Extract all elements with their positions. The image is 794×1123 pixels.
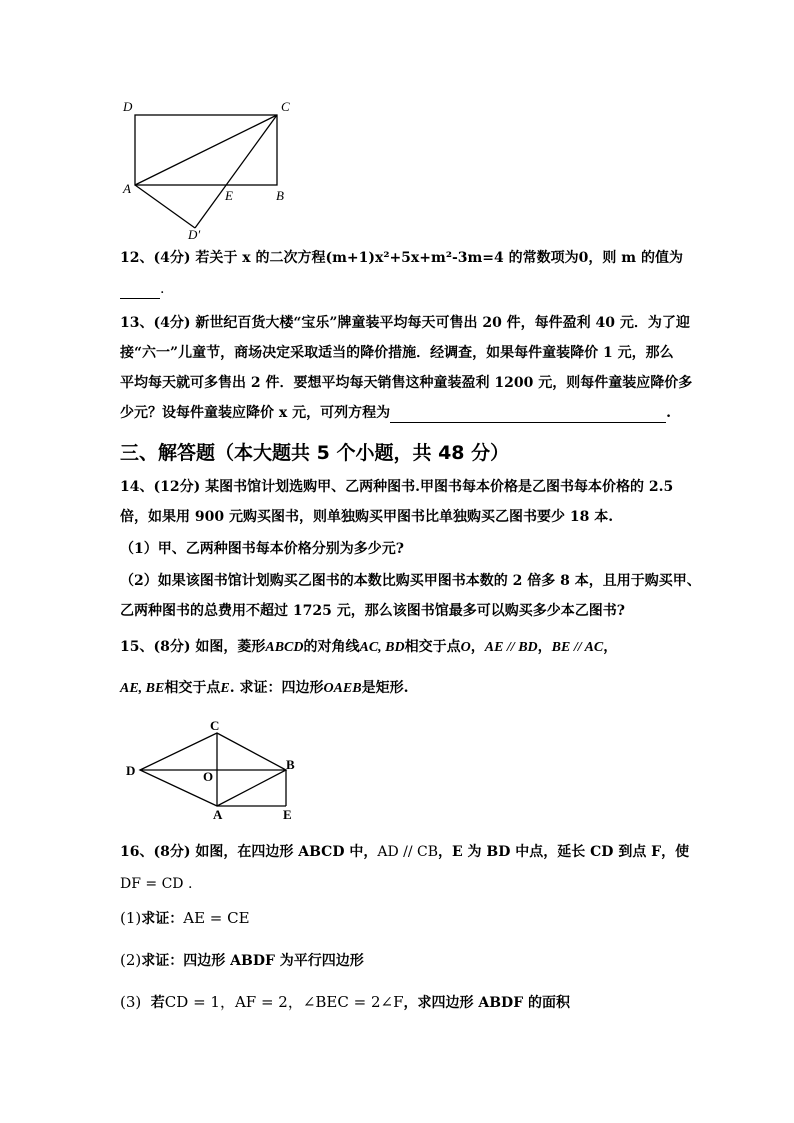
q15-line2: AE, BE相交于点E. 求证：四边形OAEB是矩形. bbox=[120, 680, 409, 696]
q12-answer-line: . bbox=[120, 279, 164, 299]
q12-blank bbox=[120, 284, 160, 299]
q16-part3: (3) 若CD = 1，AF = 2，∠BEC = 2∠F，求四边形 ABDF 的面积 bbox=[120, 993, 571, 1011]
q15-line1: 15、(8分) 如图，菱形ABCD的对角线AC, BD相交于点O，AE // BD，BE // AC， bbox=[120, 639, 618, 655]
label-d: D bbox=[123, 99, 133, 114]
label-a: A bbox=[213, 807, 223, 822]
q16-part1: (1)求证：AE = CE bbox=[120, 909, 250, 927]
q13-line2: 接“六一”儿童节，商场决定采取适当的降价措施．经调查，如果每件童装降价 1 元，那么 bbox=[120, 345, 674, 361]
label-c: C bbox=[210, 718, 220, 733]
figure-rectangle-fold bbox=[115, 95, 305, 240]
diagonal-ac bbox=[135, 115, 277, 185]
q13-line3: 平均每天就可多售出 2 件．要想平均每天销售这种童装盈利 1200 元，则每件童装应降价多 bbox=[120, 375, 693, 391]
q14-line1: 14、(12分) 某图书馆计划选购甲、乙两种图书.甲图书每本价格是乙图书每本价格的 2.5 bbox=[120, 479, 674, 495]
q16-part2: (2)求证：四边形 ABDF 为平行四边形 bbox=[120, 951, 364, 969]
label-b: B bbox=[276, 188, 284, 203]
label-o: O bbox=[203, 769, 214, 784]
q14-line2: 倍，如果用 900 元购买图书，则单独购买甲图书比单独购买乙图书要少 18 本. bbox=[120, 509, 614, 525]
section-title: 三、解答题（本大题共 5 个小题，共 48 分） bbox=[120, 442, 510, 464]
q16-line1: 16、(8分) 如图，在四边形 ABCD 中，AD // CB，E 为 BD 中点，延长 CD 到点 F，使 bbox=[120, 844, 690, 860]
q16-line2: DF = CD . bbox=[120, 876, 193, 892]
q13-line1: 13、(4分) 新世纪百货大楼“宝乐”牌童装平均每天可售出 20 件，每件盈利 40 元．为了迎 bbox=[120, 315, 690, 331]
label-e: E bbox=[283, 807, 292, 822]
figure-rhombus bbox=[120, 715, 305, 825]
label-d-prime: D′ bbox=[188, 227, 201, 240]
label-a: A bbox=[123, 181, 131, 196]
q13-blank bbox=[390, 408, 666, 423]
q14-part2a: （2）如果该图书馆计划购买乙图书的本数比购买甲图书本数的 2 倍多 8 本，且用于购买甲、 bbox=[120, 573, 701, 589]
label-d: D bbox=[126, 763, 136, 778]
label-c: C bbox=[281, 99, 290, 114]
segment-ad-prime bbox=[135, 185, 195, 228]
q14-part1: （1）甲、乙两种图书每本价格分别为多少元? bbox=[120, 541, 404, 557]
label-e: E bbox=[225, 188, 233, 203]
label-b: B bbox=[286, 757, 295, 772]
q13-line4: 少元？设每件童装应降价 x 元，可列方程为 . bbox=[120, 405, 671, 421]
q14-part2b: 乙两种图书的总费用不超过 1725 元，那么该图书馆最多可以购买多少本乙图书? bbox=[120, 603, 625, 619]
q12-line1: 12、(4分) 若关于 x 的二次方程(m+1)x²+5x+m²-3m=4 的常数项为0，则 m 的值为 bbox=[120, 250, 683, 266]
segment-cd-prime bbox=[195, 115, 277, 228]
